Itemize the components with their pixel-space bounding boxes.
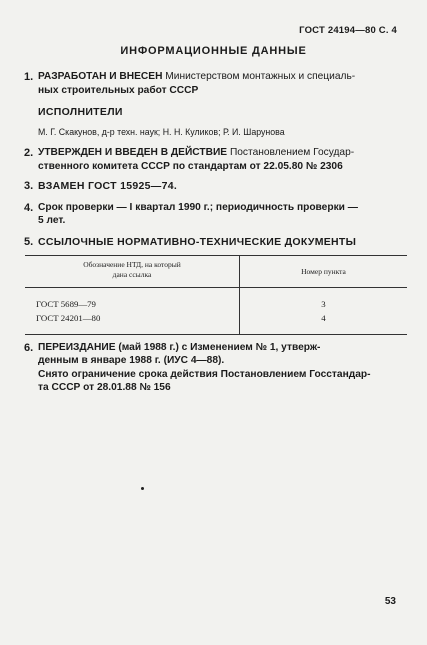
item-5-text: ССЫЛОЧНЫЕ НОРМАТИВНО-ТЕХНИЧЕСКИЕ ДОКУМЕНТЫ [38, 236, 357, 248]
item-2-line-2: ственного комитета СССР по стандартам от 22.05.80 № 2306 [38, 161, 343, 172]
item-1-line-2: ных строительных работ СССР [38, 85, 199, 96]
item-2-bold: УТВЕРЖДЕН И ВВЕДЕН В ДЕЙСТВИЕ [38, 147, 228, 158]
item-3-number: 3. [24, 180, 34, 192]
page-title: ИНФОРМАЦИОННЫЕ ДАННЫЕ [120, 45, 307, 57]
item-2-number: 2. [24, 147, 34, 159]
performers-names: М. Г. Скакунов, д-р техн. наук; Н. Н. Куликов; Р. И. Шарунова [38, 127, 285, 137]
table-cell-doc: ГОСТ 5689—79 [36, 299, 96, 309]
item-6-bold: ПЕРЕИЗДАНИЕ [38, 342, 116, 353]
item-6-line-2: денным в январе 1988 г. (ИУС 4—88). [38, 355, 225, 366]
item-1-number: 1. [24, 71, 34, 83]
item-1-rest: Министерством монтажных и специаль- [165, 71, 356, 82]
item-4-number: 4. [24, 202, 34, 214]
table-header-divider [25, 287, 407, 288]
table-header-document-line-1: Обозначение НТД, на который [83, 260, 181, 269]
item-3-text: ВЗАМЕН ГОСТ 15925—74. [38, 180, 178, 192]
item-6-line-4: та СССР от 28.01.88 № 156 [38, 382, 171, 393]
item-2-rest: Постановлением Государ- [229, 147, 355, 158]
item-6-line-3: Снято ограничение срока действия Постановлением Госстандар- [38, 369, 371, 380]
item-1-bold: РАЗРАБОТАН И ВНЕСЕН [38, 71, 163, 82]
item-6-rest: (май 1988 г.) с Изменением № 1, утверж- [118, 342, 321, 353]
table-cell-item: 3 [321, 299, 326, 309]
table-header-document-line-2: дана ссылка [112, 270, 152, 279]
ink-speck [141, 487, 144, 490]
item-6-number: 6. [24, 342, 34, 354]
page-number: 53 [384, 596, 396, 607]
table-header-item-number: Номер пункта [301, 267, 346, 276]
item-1-line-1 [38, 70, 400, 84]
reference-documents-table [25, 255, 407, 335]
item-5-number: 5. [24, 236, 34, 248]
table-cell-item: 4 [321, 313, 326, 323]
item-4-line-2: 5 лет. [38, 215, 66, 226]
table-header-document [25, 260, 239, 280]
standard-code-header: ГОСТ 24194—80 С. 4 [299, 25, 397, 36]
performers-heading: ИСПОЛНИТЕЛИ [38, 106, 123, 118]
item-6-line-1 [38, 341, 400, 355]
table-cell-doc: ГОСТ 24201—80 [36, 313, 101, 323]
item-2-line-1 [38, 146, 400, 160]
item-4-line-1: Срок проверки — I квартал 1990 г.; периодичность проверки — [38, 202, 358, 213]
